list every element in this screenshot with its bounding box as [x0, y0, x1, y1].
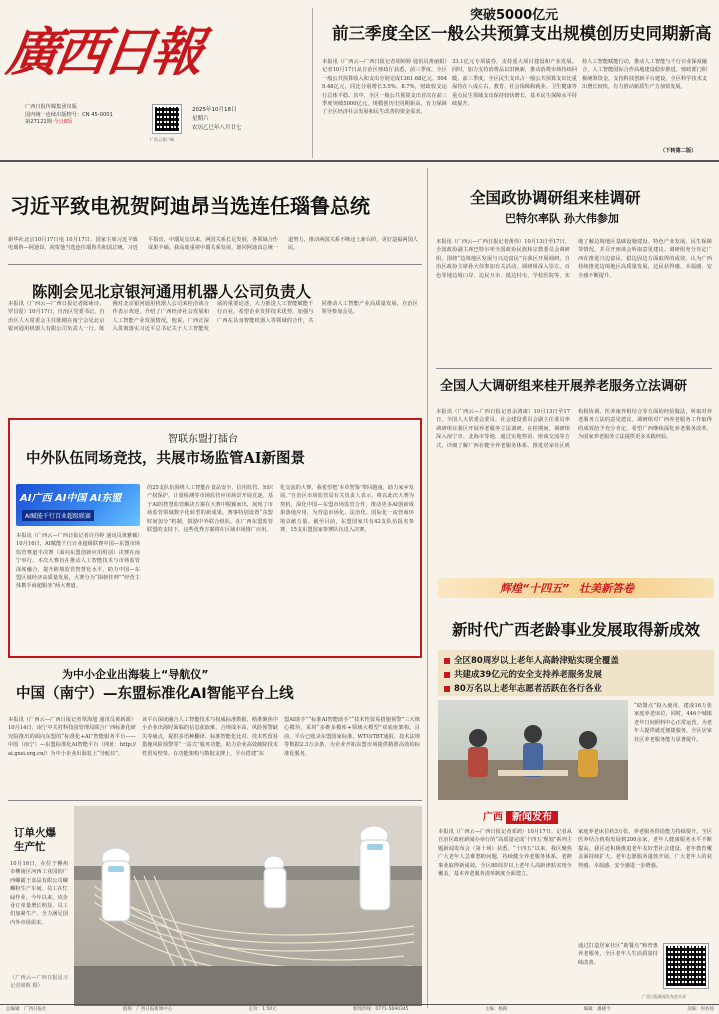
xi-story-text: 新华社北京10月17日电 10月17日，国家主席习近平致电瑙鲁—阿迪昂，祝贺他当选连任瑙鲁共和国总统。习近平指出，中瑙复交以来，两国关系长足发展，各领域合作成果丰硕。我高度重视中瑙关系发展，愿同阿迪昂总统一道努力，推动两国关系不断迈上新台阶，更好造福两国人民。: [8, 237, 418, 252]
aging-banner-a: 辉煌“十四五”: [500, 582, 570, 595]
smb-body-1: 本报讯（广西云—广西日报记者覃海旭 通讯员黄新源）10月14日，南宁中关村科技园管理局联合广西标准化研究院推出的面向东盟的“标准化+AI”智能服务平台——中国（南宁）—东盟标准化AI智能平台（网址：http://ai.gxsi.org.cn/）为中小企业出海装上“导航仪”。: [8, 717, 136, 757]
aging-banner-b: 壮美新答卷: [579, 582, 635, 595]
noodle-photo-illustration: [74, 806, 422, 1006]
xi-story-headline[interactable]: 习近平致电祝贺阿迪昂当选连任瑙鲁总统: [10, 194, 370, 218]
npc-text: 本报讯（广西云—广西日报记者余鸿康）10月13日至17日，全国人大常委会委员、社会建设委员会副主任委员率调研组在我区开展养老服务立法调研。在桂期间，调研组深入南宁市、北海市等地，通过实地察看、座谈交流等方式，详细了解广西在健全养老服务体系、推进居家社区机构相协调、医养康养相结合等方面的经验做法，听取对养老服务立法的意见建议。调研组对广西养老服务工作取得的成效给予充分肯定，希望广西继续深化养老服务改革，为国家养老服务立法提供更多实践经验。: [436, 409, 712, 449]
feature-ai-body-1: 本报讯（广西云—广西日报记者许丹婷 通讯员黄雅颖）10月16日，AI赋能千行百业超级联赛中国—东盟市场监管赛道半决赛（面向东盟创新应用组别）决赛在南宁举行。本次大赛旨在推动人工智能技术与市场监管深度融合，提升跨境监管智慧化水平，助力中国—东盟区域经济高质量发展。大赛分为“揭榜挂帅”“经营主体携手商超服务”两大赛道。: [16, 533, 140, 590]
cppcc-body: [436, 238, 712, 363]
feature-ai-headline[interactable]: 中外队伍同场竞技，共展市场监管AI新图景: [26, 450, 306, 467]
footer-designer: 编辑：潘晓今: [583, 1007, 611, 1012]
cppcc-subhead: 巴特尔率队 孙大伟参加: [505, 212, 619, 225]
noodle-factory-photo: [74, 806, 422, 1006]
publisher-line: 广西日报传媒集团出版: [25, 104, 77, 110]
bullet-square-icon: [444, 658, 450, 664]
footer-chief-editor: 总编辑：广西日报社: [6, 1007, 47, 1012]
page-count: 今日8版: [53, 119, 73, 125]
smb-headline[interactable]: 中国（南宁）—东盟标准化AI智能平台上线: [16, 686, 294, 702]
serial-number: 国内统一连续出版物号：CN 45-0001: [25, 111, 113, 118]
aging-bullet-3: [444, 682, 602, 694]
photo-credit: （广西云—广西日报见习记者梁晖 摄）: [10, 975, 68, 990]
aging-bullet-2-text: 共建成39亿元的安全支持养老服务发展: [454, 670, 602, 680]
npc-body: [436, 408, 712, 568]
feature-ai-body-3: 化交流的大赛。我希望把‘本草智鉴’带回越南，助力家乡发展。”自治区市场监管局有关负责人表示，将以此次大赛为契机，深化中国—东盟市场监管合作，推动更多AI创新成果落地应用，为营造市场化、法治化、国际化一流营商环境贡献力量。截至目前，东盟国家共有42支队伍报名参赛，15支东盟国家参赛队伍进入决赛。: [280, 485, 414, 534]
chen-story-body: [8, 300, 418, 410]
aging-headline[interactable]: 新时代广西老龄事业发展取得新成效: [452, 621, 701, 639]
footer-editor: 主编：杨跃: [484, 1007, 508, 1012]
elderly-photo: [438, 700, 628, 800]
news-release-label-a: 广西: [483, 812, 503, 823]
npc-headline[interactable]: 全国人大调研组来桂开展养老服务立法调研: [440, 379, 688, 394]
photo-caption-body: 10月16日，在位于柳州市柳南区河西工业园的广西螺霸王食品有限公司螺蛳粉生产车间，员工在忙碌作业。今年以来，该企业订单量增长明显，员工们加紧生产，全力满足国内外市场需求。: [10, 861, 68, 926]
xi-story-body: [8, 236, 418, 262]
top-story-body-2: 33.1亿元专项债券，支持重大项目建设和产业发展。同时，加力支持消费品以旧换新，推动消费市场持续回暖。前三季度，全区民生支出占一般公共预算支出比重保持在八成左右，教育、社会保障和就业、卫生健康等重点民生领域支出保持较快增长，基本民生保障水平持续提升。: [452, 59, 577, 108]
lunar-date: 农历乙巳年八月廿七: [192, 125, 242, 131]
masthead-qr-code[interactable]: [153, 105, 181, 133]
footer-price: 定价：1.50元: [248, 1007, 277, 1012]
aging-body-1: 本报讯（广西云—广西日报记者邓鸿）10月17日，记者从自治区政府新闻办举行的“高质量完成‘十四五’规划”系列主题新闻发布会（第十场）获悉，“十四五”以来，我区聚焦广大老年人急难愁盼问题，持续健全养老服务体系，老龄事业取得新成效。全区80周岁以上老年人高龄津贴实现全覆盖，基本养老服务清单制度全面建立。: [438, 829, 572, 878]
aging-bullet-1: [444, 654, 619, 666]
top-story-body-3: 持人工智能赋能行动，推动人工智能与千行百业深度融合，人工智能国际合作高地建设稳步推进。财政部门积极统筹资金，支持科技创新平台建设，全区科学技术支出增长较快，有力推动新质生产力加快发展。: [582, 59, 707, 91]
smb-body-2: 该平台深度融合人工智能技术与权威标准数据，精准聚焦中小企业出海时面临的信息获取难、合规成本高、风险预警缺失等痛点，提供多语种翻译、标准智能化比对、技术性贸易措施风险预警等“一站式”服务功能，助力企业高效破除技术性贸易壁垒。在功能架构与数据支撑上，平台搭建“东: [142, 717, 278, 757]
feature-ai-kicker: 智联东盟打擂台: [168, 434, 238, 445]
news-release-label: [480, 808, 558, 823]
feature-ai-banner-title: AI广西 AI中国 AI东盟: [20, 493, 122, 504]
feature-ai-body-2: 的25支队伍围绕人工智能在食品安全、信用监管、知识产权保护、计量检测等市场监管应用场景开展竞逐。基于AI的智慧监管解决方案在大赛中脱颖而出，展现了市场监管领域数字化转型的新成果。赛事特别设置“东盟时间加分”机制，鼓励中外联合组队。在广西东盟监管联盟的支持下，这些优秀方案将在区域市场推广应用。: [147, 485, 273, 534]
bullet-square-icon: [444, 686, 450, 692]
smb-body-3: 盟AI助手”“标准AI智能助手”“技术性贸易措施预警”三大核心模块，采用“多维多模库+领域大模型”双底座架构。目前，平台已收录东盟国家标准、WTO/TBT通报、技术法规等数据2.3万余条，为企业开拓东盟市场提供精准高效的标准化服务。: [284, 717, 420, 757]
aging-body-2: 家庭养老床位约3万张，养老服务供给能力持续提升。全区医养结合机构发展到200余家，老年人健康服务水平不断提高。我区还积极推进老年友好型社会建设，老年教育覆盖面持续扩大，老年志愿服务蓬勃开展，广大老年人的获得感、幸福感、安全感进一步增强。: [578, 829, 712, 869]
aging-bullet-2: [444, 668, 602, 680]
cppcc-text: 本报讯（广西云—广西日报记者黄伟）10月13日至17日，全国政协副主席巴特尔率全国政协民族和宗教委员会调研组，围绕“边境地区发展与兴边富民”在我区开展调研。自治区政协主席孙大伟参加有关活动。调研组深入崇左、百色等地边境口岸、边民互市、抵边村屯、学校医院等，实地了解边境地区基础设施建设、特色产业发展、民生保障等情况，并召开座谈会听取意见建议。调研组充分肯定广西在推进兴边富民、稳边固边方面取得的成效，认为广西持续推进边境地区高质量发展，边民获得感、幸福感、安全感不断提升。: [436, 239, 712, 279]
masthead-qr-caption: 广西云客户端: [150, 137, 174, 142]
masthead: [0, 0, 312, 158]
aging-side-text: “助餐点”投入使用，建成16万张家庭养老床位，同时，446个城镇老年日间照料中心正常运营，为老年人提供就近便捷服务，全区居家社区养老服务能力显著提升。: [634, 703, 712, 743]
footer: [6, 1006, 714, 1012]
top-story-continued[interactable]: （下转第二版）: [660, 148, 697, 154]
chen-story-headline[interactable]: 陈刚会见北京银河通用机器人公司负责人: [32, 283, 312, 301]
issue-date: 2025年10月18日: [192, 107, 237, 113]
photo-headline: [14, 826, 64, 854]
top-story-headline[interactable]: 前三季度全区一般公共预算支出规模创历史同期新高: [332, 24, 712, 43]
aging-body-3: 通过打造居家社区“助餐点”和普惠养老服务，全区老年人生活质量持续改善。: [578, 943, 658, 966]
top-story-body-1: 本报讯（广西云—广西日报记者胡婷婷 通讯员黄丽娟）记者10月17日从自治区财政厅获悉，前三季度，全区一般公共预算收入和支出分别完成1361.68亿元、5049.48亿元，同比分别增长3.5%、8.7%，财政收支运行总体平稳。其中，全区一般公共预算支出首次在前三季度突破5000亿元，规模创历史同期新高，有力保障了全区经济社会发展和民生改善的资金需求。: [322, 59, 447, 116]
elderly-photo-illustration: [438, 700, 628, 800]
bullet-square-icon: [444, 672, 450, 678]
news-release-label-b: 新闻发布: [506, 811, 558, 824]
newspaper-logo: 廣西日報: [3, 22, 204, 83]
aging-bullet-3-text: 80万名以上老年志愿者活跃在各行各业: [454, 684, 602, 694]
aging-banner-text: [500, 580, 634, 596]
news-release-qr-caption: 广西日报新闻发布会实录: [642, 994, 686, 999]
photo-headline-text: 订单火爆 生产忙: [14, 827, 56, 853]
cppcc-headline[interactable]: 全国政协调研组来桂调研: [470, 189, 641, 207]
feature-ai-banner: [16, 484, 140, 526]
chen-story-text: 本报讯（广西云—广西日报记者陈咏诗、罗昌爱）10月17日，自治区党委书记、自治区人大常委会主任陈刚在南宁会见北京银河通用机器人有限公司负责人一行。陈刚对北京银河通用机器人公司来桂洽谈合作表示欢迎，介绍了广西经济社会发展和人工智能产业发展情况。他说，广西正深入贯彻落实习近平总书记关于人工智能发展的重要论述，大力推进人工智能赋能千行百业，希望企业发挥技术优势，加强与广西在具身智能机器人等领域的合作，共同推动人工智能产业高质量发展。自治区领导参加会见。: [8, 301, 418, 333]
top-story-kicker: 突破5000亿元: [470, 8, 559, 23]
footer-hotline: 新闻热线：0771-5690345: [352, 1007, 409, 1012]
smb-kicker: 为中小企业出海装上“导航仪”: [62, 668, 209, 681]
issue-number: 第27121期: [25, 119, 52, 125]
footer-proof: 美编：何名扬: [686, 1007, 714, 1012]
footer-duty: 值班：广西日报新闻中心: [122, 1007, 173, 1012]
aging-bullet-1-text: 全区80周岁以上老年人高龄津贴实现全覆盖: [454, 656, 619, 666]
news-release-qr-code[interactable]: [664, 944, 708, 988]
feature-ai-banner-subtitle: AI赋能千行百业超级联赛: [22, 510, 94, 521]
issue-weekday: 星期六: [192, 116, 209, 122]
